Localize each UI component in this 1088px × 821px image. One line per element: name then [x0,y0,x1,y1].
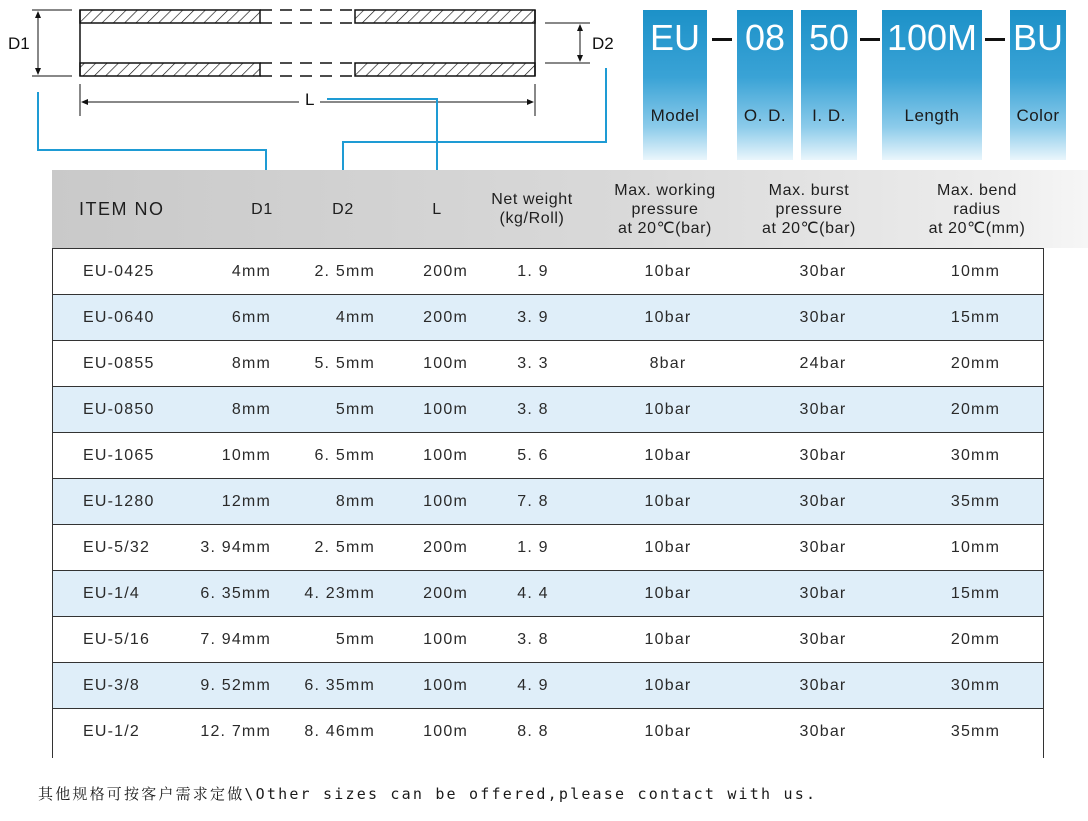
code-label: O. D. [743,106,787,125]
d1-leader [38,92,266,180]
cell-working-pressure: 10bar [644,400,692,418]
code-value: 100M [886,17,978,58]
cell-bend-radius: 20mm [950,630,1001,648]
cell-working-pressure: 8bar [649,354,687,372]
cell-burst-pressure: 30bar [799,722,847,740]
cell-item-no: EU-3/8 [83,676,140,694]
cell-d2: 4mm [335,308,375,326]
header-burst-pressure: Max. burst pressure at 20℃(bar) [762,181,856,237]
cell-item-no: EU-1065 [83,446,155,464]
cell-d2: 5. 5mm [314,354,375,372]
table-row [53,478,1043,524]
code-label: Model [650,106,700,125]
table-row [53,570,1043,616]
cell-d2: 8. 46mm [304,722,375,740]
cell-net-weight: 1. 9 [517,262,549,280]
cell-burst-pressure: 30bar [799,400,847,418]
cell-item-no: EU-0425 [83,262,155,280]
cell-burst-pressure: 30bar [799,584,847,602]
cell-length: 100m [423,400,468,418]
cell-d1: 4mm [231,262,271,280]
cell-bend-radius: 35mm [950,492,1001,510]
cell-net-weight: 4. 4 [517,584,549,602]
d1-dimension [32,10,72,76]
header-d2: D2 [332,200,354,218]
cell-net-weight: 7. 8 [517,492,549,510]
table-row [53,386,1043,432]
cell-d1: 6. 35mm [200,584,271,602]
header-working-pressure: Max. working pressure at 20℃(bar) [614,181,716,237]
cell-item-no: EU-0850 [83,400,155,418]
cell-working-pressure: 10bar [644,538,692,556]
cell-length: 100m [423,354,468,372]
header-d1: D1 [251,200,273,218]
spec-table-body [52,248,1044,758]
cell-item-no: EU-5/16 [83,630,151,648]
cell-d2: 5mm [335,400,375,418]
code-part-model [643,10,707,160]
code-separator [860,38,880,41]
cell-item-no: EU-1/4 [83,584,140,602]
cell-length: 200m [423,584,468,602]
table-row [53,248,1043,294]
cell-burst-pressure: 30bar [799,630,847,648]
cell-bend-radius: 10mm [950,262,1001,280]
cell-working-pressure: 10bar [644,676,692,694]
cell-burst-pressure: 30bar [799,262,847,280]
cell-d2: 2. 5mm [314,262,375,280]
header-l: L [432,200,442,218]
cell-item-no: EU-0640 [83,308,155,326]
code-part-color [1010,10,1066,160]
cell-bend-radius: 30mm [950,446,1001,464]
cell-length: 200m [423,308,468,326]
cell-net-weight: 8. 8 [517,722,549,740]
cell-net-weight: 5. 6 [517,446,549,464]
header-item-no: ITEM NO [79,198,165,219]
cell-d1: 3. 94mm [200,538,271,556]
cell-bend-radius: 15mm [950,308,1001,326]
cell-net-weight: 3. 9 [517,308,549,326]
cell-item-no: EU-5/32 [83,538,151,556]
header-bend-radius: Max. bend radius at 20℃(mm) [928,181,1026,237]
table-row [53,708,1043,760]
cell-bend-radius: 35mm [950,722,1001,740]
length-label: L [299,90,320,110]
code-part-length [882,10,982,160]
cell-working-pressure: 10bar [644,630,692,648]
cell-length: 100m [423,446,468,464]
d2-dimension [545,23,590,63]
table-row [53,662,1043,708]
code-value: EU [649,17,700,58]
cell-working-pressure: 10bar [644,446,692,464]
code-label: Color [1016,106,1060,125]
cell-d2: 2. 5mm [314,538,375,556]
tube-top-wall [80,10,535,23]
cell-d2: 4. 23mm [304,584,375,602]
table-row [53,432,1043,478]
cell-bend-radius: 20mm [950,400,1001,418]
cell-item-no: EU-0855 [83,354,155,372]
tube-bottom-wall [80,63,535,76]
code-part-id [801,10,857,160]
cell-d2: 5mm [335,630,375,648]
cell-working-pressure: 10bar [644,722,692,740]
cell-d1: 12. 7mm [200,722,271,740]
cell-net-weight: 3. 3 [517,354,549,372]
cell-burst-pressure: 30bar [799,492,847,510]
cell-net-weight: 1. 9 [517,538,549,556]
d1-label: D1 [8,34,30,53]
cell-d1: 12mm [221,492,271,510]
table-row [53,294,1043,340]
cell-d1: 8mm [231,354,271,372]
cell-d2: 6. 35mm [304,676,375,694]
cell-burst-pressure: 24bar [799,354,847,372]
cell-working-pressure: 10bar [644,584,692,602]
table-row [53,340,1043,386]
code-label: I. D. [812,106,846,125]
cell-item-no: EU-1/2 [83,722,140,740]
cell-length: 100m [423,492,468,510]
code-separator [985,38,1005,41]
cell-d1: 6mm [231,308,271,326]
cell-length: 200m [423,538,468,556]
cell-working-pressure: 10bar [644,262,692,280]
code-separator [712,38,732,41]
cell-item-no: EU-1280 [83,492,155,510]
cell-bend-radius: 15mm [950,584,1001,602]
cell-d2: 6. 5mm [314,446,375,464]
code-value: 08 [744,17,786,58]
cell-d1: 8mm [231,400,271,418]
table-header [52,170,1088,248]
code-label: Length [904,106,960,125]
cell-length: 200m [423,262,468,280]
cell-net-weight: 3. 8 [517,400,549,418]
cell-working-pressure: 10bar [644,308,692,326]
cell-d1: 7. 94mm [200,630,271,648]
cell-burst-pressure: 30bar [799,538,847,556]
cell-net-weight: 4. 9 [517,676,549,694]
cell-bend-radius: 20mm [950,354,1001,372]
cell-burst-pressure: 30bar [799,308,847,326]
header-net-weight: Net weight (kg/Roll) [491,191,573,227]
cell-bend-radius: 10mm [950,538,1001,556]
cell-burst-pressure: 30bar [799,676,847,694]
code-value: 50 [808,17,850,58]
code-value: BU [1012,17,1063,58]
d2-label: D2 [592,34,614,53]
code-part-od [737,10,793,160]
cell-length: 100m [423,722,468,740]
cell-net-weight: 3. 8 [517,630,549,648]
cell-d2: 8mm [335,492,375,510]
cell-burst-pressure: 30bar [799,446,847,464]
cell-d1: 10mm [221,446,271,464]
cell-bend-radius: 30mm [950,676,1001,694]
footnote: 其他规格可按客户需求定做\Other sizes can be offered,please contact with us. [38,785,818,803]
table-row [53,524,1043,570]
cell-d1: 9. 52mm [200,676,271,694]
d2-leader [343,68,606,180]
cell-length: 100m [423,630,468,648]
leader-lines [38,68,606,180]
table-row [53,616,1043,662]
cell-working-pressure: 10bar [644,492,692,510]
cell-length: 100m [423,676,468,694]
